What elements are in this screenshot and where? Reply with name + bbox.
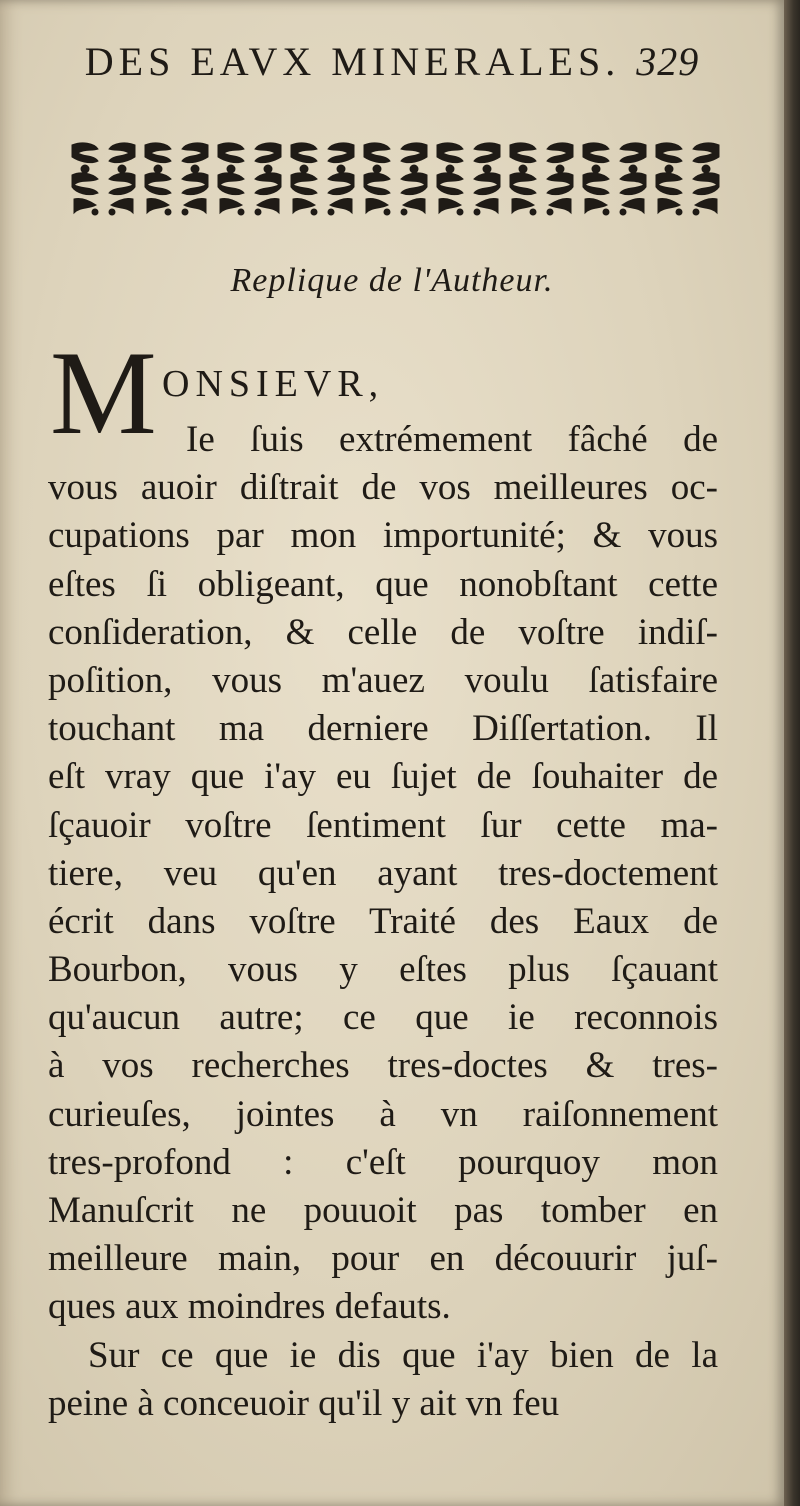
body-text — [48, 416, 718, 1428]
fleuron-icon — [214, 139, 248, 217]
text-line: qu'aucun autre; ce que ie reconnois — [48, 997, 718, 1039]
fleuron-icon — [178, 139, 212, 217]
fleuron-icon — [689, 139, 723, 217]
fleuron-icon — [579, 139, 613, 217]
text-line: Manuſcrit ne pouuoit pas tomber en — [48, 1190, 718, 1231]
text-line: vous auoir diſtrait de vos meilleures oc- — [48, 467, 718, 509]
fleuron-icon — [360, 139, 394, 217]
text-line: tres-profond : c'eſt pourquoy mon — [48, 1141, 718, 1183]
page-edge-shadow — [784, 0, 800, 1506]
text-line: cupations par mon importunité; & vous — [48, 515, 718, 557]
text-line: écrit dans voſtre Traité des Eaux de — [48, 900, 718, 942]
fleuron-icon — [397, 139, 431, 217]
decorative-ornament-band — [68, 138, 723, 218]
text-line: peine à conceuoir qu'il y ait vn feu — [48, 1382, 560, 1424]
text-line: eſt vray que i'ay eu ſujet de ſouhaiter de — [48, 756, 718, 798]
text-line: conſideration, & celle de voſtre indiſ- — [48, 611, 718, 653]
fleuron-icon — [652, 139, 686, 217]
fleuron-icon — [287, 139, 321, 217]
page-number: 329 — [636, 39, 700, 84]
fleuron-icon — [141, 139, 175, 217]
fleuron-icon — [251, 139, 285, 217]
fleuron-icon — [506, 139, 540, 217]
text-line: ſçauoir voſtre ſentiment ſur cette ma- — [48, 804, 718, 846]
salutation: ONSIEVR, — [162, 363, 385, 405]
text-line: poſition, vous m'auez voulu ſatisfaire — [48, 659, 718, 701]
text-line: Sur ce que ie dis que i'ay bien de la — [88, 1334, 718, 1376]
text-line: meilleure main, pour en découurir juſ- — [48, 1238, 718, 1280]
running-head — [0, 38, 784, 85]
text-line: touchant ma derniere Diſſertation. Il — [48, 708, 718, 750]
fleuron-icon — [433, 139, 467, 217]
drop-capital: M — [50, 326, 157, 459]
text-line: tiere, veu qu'en ayant tres-doctement — [48, 852, 718, 894]
fleuron-icon — [470, 139, 504, 217]
text-line: eſtes ſi obligeant, que nonobſtant cette — [48, 563, 718, 605]
fleuron-icon — [324, 139, 358, 217]
text-line: curieuſes, jointes à vn raiſonnement — [48, 1093, 718, 1135]
fleuron-icon — [616, 139, 650, 217]
text-line: Bourbon, vous y eſtes plus ſçauant — [48, 949, 718, 991]
section-subtitle: Replique de l'Autheur. — [230, 262, 554, 299]
fleuron-icon — [105, 139, 139, 217]
running-title: DES EAVX MINERALES. — [84, 39, 621, 84]
fleuron-icon — [68, 139, 102, 217]
text-line: à vos recherches tres-doctes & tres- — [48, 1045, 718, 1087]
fleuron-icon — [543, 139, 577, 217]
text-line: Ie ſuis extrémement fâché de — [186, 419, 718, 460]
text-line: ques aux moindres defauts. — [48, 1286, 451, 1328]
